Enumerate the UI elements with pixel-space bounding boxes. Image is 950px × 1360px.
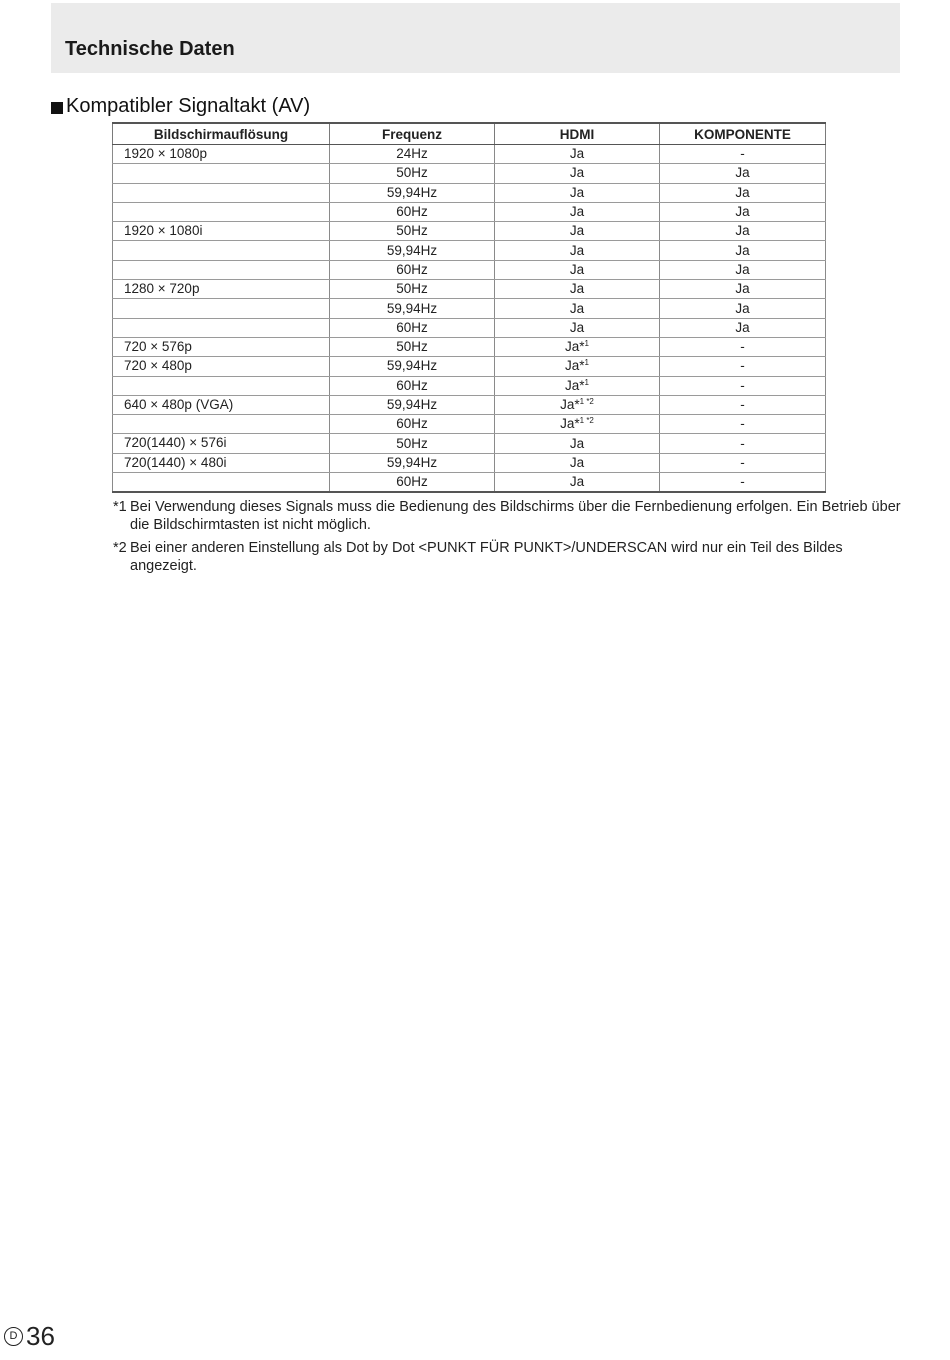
hdmi-value: Ja	[569, 454, 585, 470]
cell-component: -	[660, 453, 826, 472]
table-header-row	[113, 123, 826, 145]
cell-frequency: 50Hz	[330, 280, 495, 299]
cell-frequency: 60Hz	[330, 318, 495, 337]
header-component: KOMPONENTE	[660, 123, 826, 145]
cell-resolution	[113, 415, 330, 434]
cell-hdmi	[495, 241, 660, 260]
cell-frequency: 59,94Hz	[330, 395, 495, 414]
cell-hdmi	[495, 260, 660, 279]
cell-resolution: 1920 × 1080i	[113, 222, 330, 241]
cell-resolution	[113, 318, 330, 337]
cell-component: Ja	[660, 202, 826, 221]
cell-hdmi	[495, 415, 660, 434]
footnotes	[113, 498, 903, 580]
hdmi-value: Ja*	[560, 397, 580, 412]
cell-hdmi	[495, 318, 660, 337]
hdmi-value: Ja	[569, 435, 585, 451]
cell-frequency: 59,94Hz	[330, 241, 495, 260]
cell-hdmi	[495, 434, 660, 453]
hdmi-value: Ja*	[565, 339, 585, 355]
footnote-text: Bei einer anderen Einstellung als Dot by Dot <PUNKT FÜR PUNKT>/UNDERSCAN wird nur ein Teil des Bildes angezeigt.	[130, 540, 843, 574]
table-row	[113, 183, 826, 202]
cell-resolution: 720 × 576p	[113, 337, 330, 356]
footnote-1	[113, 498, 903, 534]
cell-frequency: 60Hz	[330, 202, 495, 221]
header-resolution: Bildschirmauflösung	[113, 123, 330, 145]
hdmi-value: Ja	[569, 474, 585, 490]
cell-resolution	[113, 202, 330, 221]
hdmi-value: Ja	[569, 223, 585, 239]
cell-hdmi	[495, 357, 660, 376]
cell-frequency: 59,94Hz	[330, 183, 495, 202]
table-row	[113, 241, 826, 260]
table-row	[113, 395, 826, 414]
hdmi-value: Ja	[569, 261, 585, 277]
hdmi-value: Ja	[569, 319, 585, 335]
cell-hdmi	[495, 183, 660, 202]
cell-component: Ja	[660, 280, 826, 299]
cell-hdmi	[495, 202, 660, 221]
footnote-mark: *1	[113, 499, 127, 515]
cell-frequency: 50Hz	[330, 434, 495, 453]
cell-resolution: 720(1440) × 576i	[113, 434, 330, 453]
hdmi-value: Ja*	[565, 377, 585, 393]
table-row	[113, 280, 826, 299]
cell-hdmi	[495, 395, 660, 414]
table-row	[113, 376, 826, 395]
cell-resolution: 720(1440) × 480i	[113, 453, 330, 472]
language-badge-icon: D	[4, 1327, 23, 1346]
hdmi-value: Ja	[569, 204, 585, 220]
table-body	[113, 145, 826, 493]
cell-frequency: 50Hz	[330, 222, 495, 241]
cell-resolution: 720 × 480p	[113, 357, 330, 376]
table-row	[113, 415, 826, 434]
page-title: Technische Daten	[65, 38, 235, 60]
header-frequency: Frequenz	[330, 123, 495, 145]
hdmi-value: Ja	[569, 146, 585, 162]
table-row	[113, 434, 826, 453]
cell-component: Ja	[660, 299, 826, 318]
table-row	[113, 202, 826, 221]
cell-component: Ja	[660, 183, 826, 202]
footnote-reference: 1 *2	[579, 416, 594, 426]
table-row	[113, 453, 826, 472]
footnote-text: Bei Verwendung dieses Signals muss die Bedienung des Bildschirms über die Fernbedienung erfolgen. Ein Betrieb über die Bildschirmtasten ist nicht möglich.	[130, 499, 901, 533]
square-bullet-icon	[51, 102, 63, 114]
cell-resolution	[113, 183, 330, 202]
table-row	[113, 357, 826, 376]
cell-hdmi	[495, 280, 660, 299]
cell-frequency: 59,94Hz	[330, 357, 495, 376]
cell-hdmi	[495, 145, 660, 164]
cell-component: Ja	[660, 241, 826, 260]
section-title-text: Kompatibler Signaltakt (AV)	[66, 95, 311, 117]
cell-hdmi	[495, 222, 660, 241]
cell-component: -	[660, 415, 826, 434]
section-heading	[51, 95, 310, 118]
cell-resolution	[113, 299, 330, 318]
table-row	[113, 145, 826, 164]
cell-resolution	[113, 376, 330, 395]
cell-frequency: 50Hz	[330, 164, 495, 183]
cell-resolution: 1280 × 720p	[113, 280, 330, 299]
cell-frequency: 50Hz	[330, 337, 495, 356]
page-number	[4, 1321, 55, 1352]
cell-component: -	[660, 145, 826, 164]
cell-hdmi	[495, 376, 660, 395]
footnote-reference: 1	[584, 339, 589, 349]
table-row	[113, 299, 826, 318]
cell-component: -	[660, 376, 826, 395]
hdmi-value: Ja	[569, 242, 585, 258]
cell-resolution	[113, 241, 330, 260]
cell-component: -	[660, 357, 826, 376]
cell-component: Ja	[660, 222, 826, 241]
cell-resolution	[113, 164, 330, 183]
footnote-reference: 1 *2	[579, 397, 594, 406]
cell-hdmi	[495, 453, 660, 472]
cell-frequency: 60Hz	[330, 260, 495, 279]
cell-hdmi	[495, 164, 660, 183]
cell-hdmi	[495, 337, 660, 356]
footnote-2	[113, 539, 903, 575]
cell-resolution	[113, 260, 330, 279]
cell-frequency: 59,94Hz	[330, 299, 495, 318]
cell-resolution: 1920 × 1080p	[113, 145, 330, 164]
cell-frequency: 24Hz	[330, 145, 495, 164]
header-band	[51, 3, 900, 73]
hdmi-value: Ja	[569, 165, 585, 181]
table-row	[113, 473, 826, 493]
footnote-reference: 1	[584, 377, 589, 387]
signal-timing-table	[112, 122, 826, 493]
cell-frequency: 60Hz	[330, 376, 495, 395]
cell-hdmi	[495, 299, 660, 318]
table-row	[113, 318, 826, 337]
cell-hdmi	[495, 473, 660, 493]
hdmi-value: Ja	[569, 281, 585, 297]
hdmi-value: Ja	[569, 184, 585, 200]
footnote-mark: *2	[113, 540, 127, 556]
cell-resolution: 640 × 480p (VGA)	[113, 395, 330, 414]
footnote-reference: 1	[584, 358, 589, 368]
page-number-text: 36	[26, 1321, 55, 1351]
cell-component: Ja	[660, 260, 826, 279]
cell-frequency: 60Hz	[330, 473, 495, 493]
table-row	[113, 222, 826, 241]
cell-component: -	[660, 434, 826, 453]
table-row	[113, 337, 826, 356]
table-row	[113, 260, 826, 279]
header-hdmi: HDMI	[495, 123, 660, 145]
cell-component: -	[660, 395, 826, 414]
cell-frequency: 60Hz	[330, 415, 495, 434]
cell-frequency: 59,94Hz	[330, 453, 495, 472]
table-row	[113, 164, 826, 183]
cell-component: Ja	[660, 164, 826, 183]
hdmi-value: Ja	[569, 300, 585, 316]
hdmi-value: Ja*	[560, 416, 580, 432]
cell-component: Ja	[660, 318, 826, 337]
cell-resolution	[113, 473, 330, 493]
cell-component: -	[660, 473, 826, 493]
cell-component: -	[660, 337, 826, 356]
hdmi-value: Ja*	[565, 358, 585, 374]
